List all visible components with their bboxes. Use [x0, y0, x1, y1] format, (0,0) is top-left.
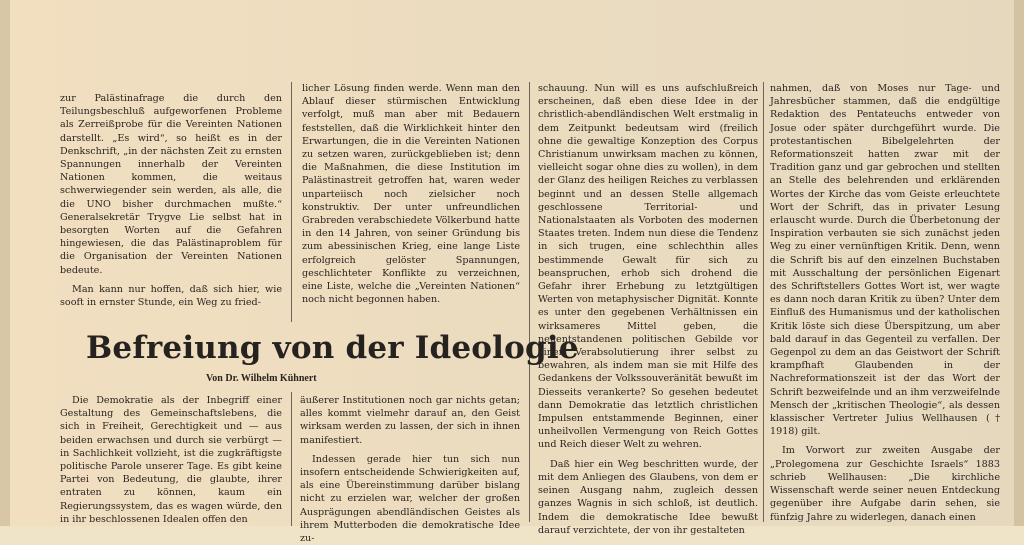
paragraph: zur Palästinafrage die durch den Teilungsbeschluß aufgeworfenen Probleme als Zerreißprobe für die Vereinten Nationen darstellt. „Es wird“, so heißt es in der Denkschrift, „in der nächsten Zeit zu ernsten Spannungen innerhalb der Vereinten Nationen kommen, die weitaus schwerwiegender sein werden, als alle, die die UNO bisher durchmachen mußte.“ Generalsekretär Trygve Lie selbst hat in besorgten Worten auf die Gefahren hingewiesen, die das Palästinaproblem für die Organisation der Vereinten Nationen bedeute. — [60, 93, 282, 276]
column-rule — [529, 82, 530, 522]
article-column — [302, 82, 520, 306]
paragraph: Die Demokratie als der Inbegriff einer Gestaltung des Gemeinschaftslebens, die sich in Freiheit, Gerechtigkeit und — aus beiden erwachsen und durch sie verbürgt — in Sachlichkeit vollzieht, ist die zugkräftigste politische Parole unserer Tage. Es gibt keine Partei von Bedeutung, die glaubte, ihrer entraten zu können, kaum ein Regierungssystem, das es wagen würde, den in ihr beschlossenen Idealen offen den — [60, 395, 282, 525]
article-headline: Befreiung von der Ideologie — [86, 330, 579, 366]
article-byline: Von Dr. Wilhelm Kühnert — [206, 373, 317, 384]
page-edge-left — [0, 0, 10, 526]
paragraph: Man kann nur hoffen, daß sich hier, wie sooft in ernster Stunde, ein Weg zu fried- — [60, 283, 282, 309]
article-column — [538, 82, 758, 537]
paragraph: Indessen gerade hier tun sich nun insofern entscheidende Schwierigkeiten auf, als eine Übereinstimmung darüber bislang nicht zu erzielen war, welcher der großen Ausprägungen abendländischen Geistes als ihrem Mutterboden die demokratische Idee zu- — [300, 453, 520, 545]
page-edge-right — [1014, 0, 1024, 526]
paragraph: äußerer Institutionen noch gar nichts getan; alles kommt vielmehr darauf an, den Geist wirksam werden zu lassen, der sich in ihnen manifestiert. — [300, 395, 520, 446]
paragraph: nahmen, daß von Moses nur Tage- und Jahresbücher stammen, daß die endgültige Redaktion des Pentateuchs entweder von Josue oder später durchgeführt wurde. Die protestantischen Bibelgelehrten der Reformationszeit hatten zwar mit der Tradition ganz und gar gebrochen und stellten an Stelle des belehrenden und erklärenden Wortes der Kirche das vom Geiste erleuchtete Wort der Schrift, das in privater Lesung erlauscht wurde. Durch die Überbetonung der Inspiration verbauten sie sich zunächst jeden Weg zu einer vernünftigen Kritik. Denn, wenn die Schrift bis auf den einzelnen Buchstaben mit Ausschaltung der persönlichen Eigenart des Schriftstellers Gottes Wort ist, wer wagte es dann noch daran Kritik zu üben? Unter dem Einfluß des Humanismus und der katholischen Kritik löste sich diese Überspitzung, um aber bald darauf in das Gegenteil zu verfallen. Der Gegenpol zu dem an das Geistwort der Schrift krampfhaft Glaubenden in der Nachreformationszeit ist der das Wort der Schrift bezweifelnde und an ihm verzweifelnde Mensch der „kritischen Theologie“, als dessen klassischer Vertreter Julius Wellhausen († 1918) gilt. — [770, 83, 1000, 438]
column-rule — [763, 82, 764, 522]
article-column — [60, 92, 282, 309]
article-column — [60, 394, 282, 526]
article-column — [300, 394, 520, 545]
paragraph: licher Lösung finden werde. Wenn man den Ablauf dieser stürmischen Entwicklung verfolgt, muß man aber mit Bedauern feststellen, daß die Wirklichkeit hinter den Erwartungen, die in die Vereinten Nationen zu setzen waren, zurückgeblieben ist; denn die Maßnahmen, die diese Institution im Palästinastreit getroffen hat, waren weder unparteiisch noch zielsicher noch konstruktiv. Der unter unfreundlichen Grabreden verabschiedete Völkerbund hatte in den 14 Jahren, von seiner Gründung bis zum abessinischen Krieg, eine lange Liste erfolgreich gelöster Spannungen, geschlichteter Konflikte zu verzeichnen, eine Liste, welche die „Vereinten Nationen“ noch nicht begonnen haben. — [302, 83, 520, 306]
paragraph: Daß hier ein Weg beschritten wurde, der mit dem Anliegen des Glaubens, von dem er seinen Ausgang nahm, zugleich dessen ganzes Wagnis in sich schloß, ist deutlich. Indem die demokratische Idee bewußt darauf verzichtete, der von ihr gestalteten — [538, 458, 758, 536]
paragraph: schauung. Nun will es uns aufschlußreich erscheinen, daß eben diese Idee in der christlich-abendländischen Welt erstmalig in dem Zeitpunkt bedeutsam wird (freilich ohne die gewaltige Konzeption des Corpus Christianum unwirksam machen zu können, vielleicht sogar ohne dies zu wollen), in dem der Glanz des heiligen Reiches zu verblassen beginnt und an dessen Stelle allgemach geschlossene Territorial- und Nationalstaaten als Vorboten des modernen Staates treten. Indem nun diese die Tendenz in sich trugen, eine schlechthin alles bestimmende Gewalt für sich zu beanspruchen, erhob sich drohend die Gefahr ihrer Erhebung zu letztgültigen Werten von metaphysischer Dignität. Konnte es unter den gegebenen Verhältnissen ein wirksameres Mittel geben, die neuentstandenen politischen Gebilde vor einer Verabsolutierung ihrer selbst zu bewahren, als indem man sie mit Hilfe des Gedankens der Volkssouveränität bewußt im Diesseits verankerte? So gesehen bedeutet dann Demokratie das letztlich christlichen Impulsen entstammende Beginnen, einer unheilvollen Vermengung von Reich Gottes und Reich dieser Welt zu wehren. — [538, 83, 758, 451]
column-rule — [291, 392, 292, 526]
paragraph: Im Vorwort zur zweiten Ausgabe der „Prolegomena zur Geschichte Israels“ 1883 schrieb Wellhausen: „Die kirchliche Wissenschaft werde seiner neuen Entdeckung gegenüber ihre Aufgabe darin sehen, sie fünfzig Jahre zu widerlegen, danach einen — [770, 445, 1000, 523]
article-column — [770, 82, 1000, 524]
column-rule — [291, 82, 292, 322]
